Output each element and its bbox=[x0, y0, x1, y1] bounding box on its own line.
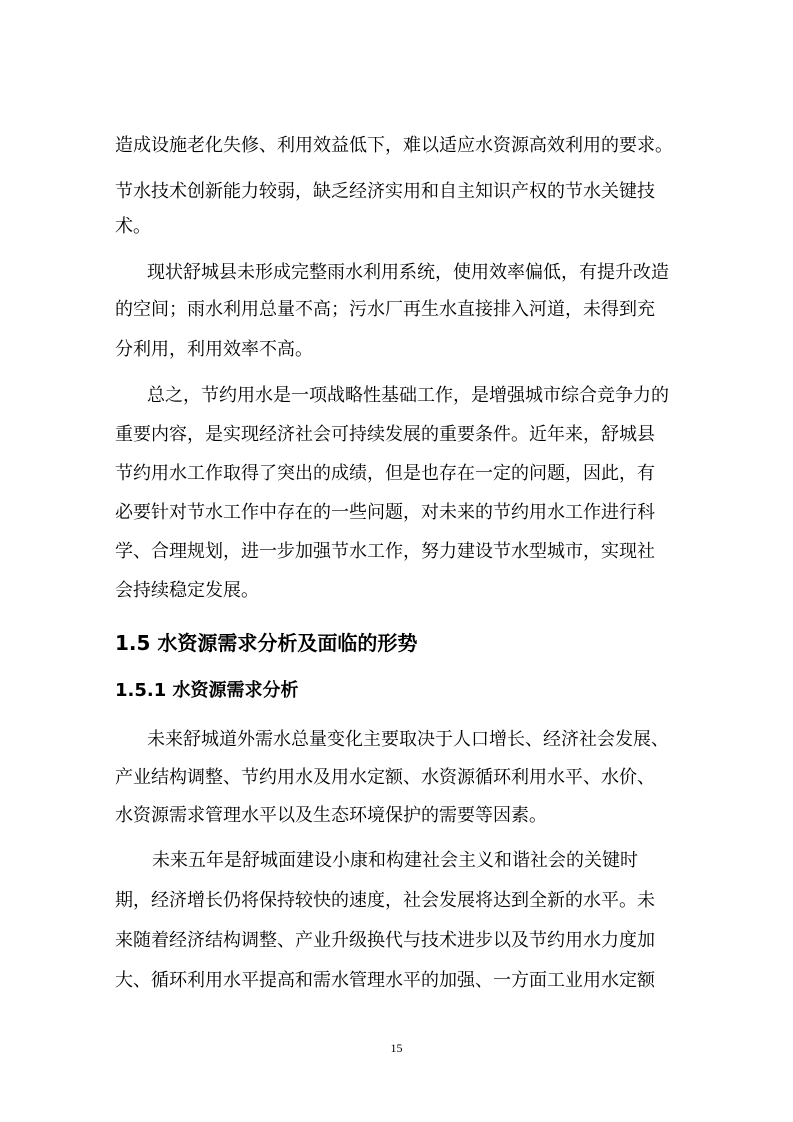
paragraph-line: 术。 bbox=[115, 216, 151, 237]
paragraph-line: 节约用水工作取得了突出的成绩，但是也存在一定的问题，因此，有 bbox=[115, 463, 655, 484]
paragraph-line: 水资源需求管理水平以及生态环境保护的需要等因素。 bbox=[115, 805, 547, 826]
paragraph-line: 分利用，利用效率不高。 bbox=[115, 339, 313, 360]
paragraph-line: 未来舒城道外需水总量变化主要取决于人口增长、经济社会发展、 bbox=[147, 729, 669, 750]
page-number: 15 bbox=[390, 1041, 403, 1055]
paragraph-line: 现状舒城县未形成完整雨水利用系统，使用效率偏低，有提升改造 bbox=[147, 262, 669, 283]
paragraph-line: 会持续稳定发展。 bbox=[115, 580, 259, 601]
paragraph-line: 来随着经济结构调整、产业升级换代与技术进步以及节约用水力度加 bbox=[115, 930, 655, 951]
section-heading: 1.5 水资源需求分析及面临的形势 bbox=[115, 631, 418, 655]
subsection-heading: 1.5.1 水资源需求分析 bbox=[115, 680, 299, 701]
paragraph-line: 造成设施老化失修、利用效益低下，难以适应水资源高效利用的要求。 bbox=[115, 135, 673, 156]
paragraph-line: 学、合理规划，进一步加强节水工作，努力建设节水型城市，实现社 bbox=[115, 541, 655, 562]
paragraph-line: 节水技术创新能力较弱，缺乏经济实用和自主知识产权的节水关键技 bbox=[115, 181, 655, 202]
paragraph-line: 总之，节约用水是一项战略性基础工作，是增强城市综合竞争力的 bbox=[147, 385, 669, 406]
paragraph-line: 未来五年是舒城面建设小康和构建社会主义和谐社会的关键时 bbox=[152, 850, 638, 871]
paragraph-line: 重要内容，是实现经济社会可持续发展的重要条件。近年来，舒城县 bbox=[115, 424, 655, 445]
paragraph-line: 产业结构调整、节约用水及用水定额、水资源循环利用水平、水价、 bbox=[115, 767, 655, 788]
paragraph-line: 必要针对节水工作中存在的一些问题，对未来的节约用水工作进行科 bbox=[115, 502, 655, 523]
paragraph-line: 期，经济增长仍将保持较快的速度，社会发展将达到全新的水平。未 bbox=[115, 890, 655, 911]
paragraph-line: 大、循环利用水平提高和需水管理水平的加强、一方面工业用水定额 bbox=[115, 970, 655, 991]
paragraph-line: 的空间；雨水利用总量不高；污水厂再生水直接排入河道，未得到充 bbox=[115, 299, 655, 320]
